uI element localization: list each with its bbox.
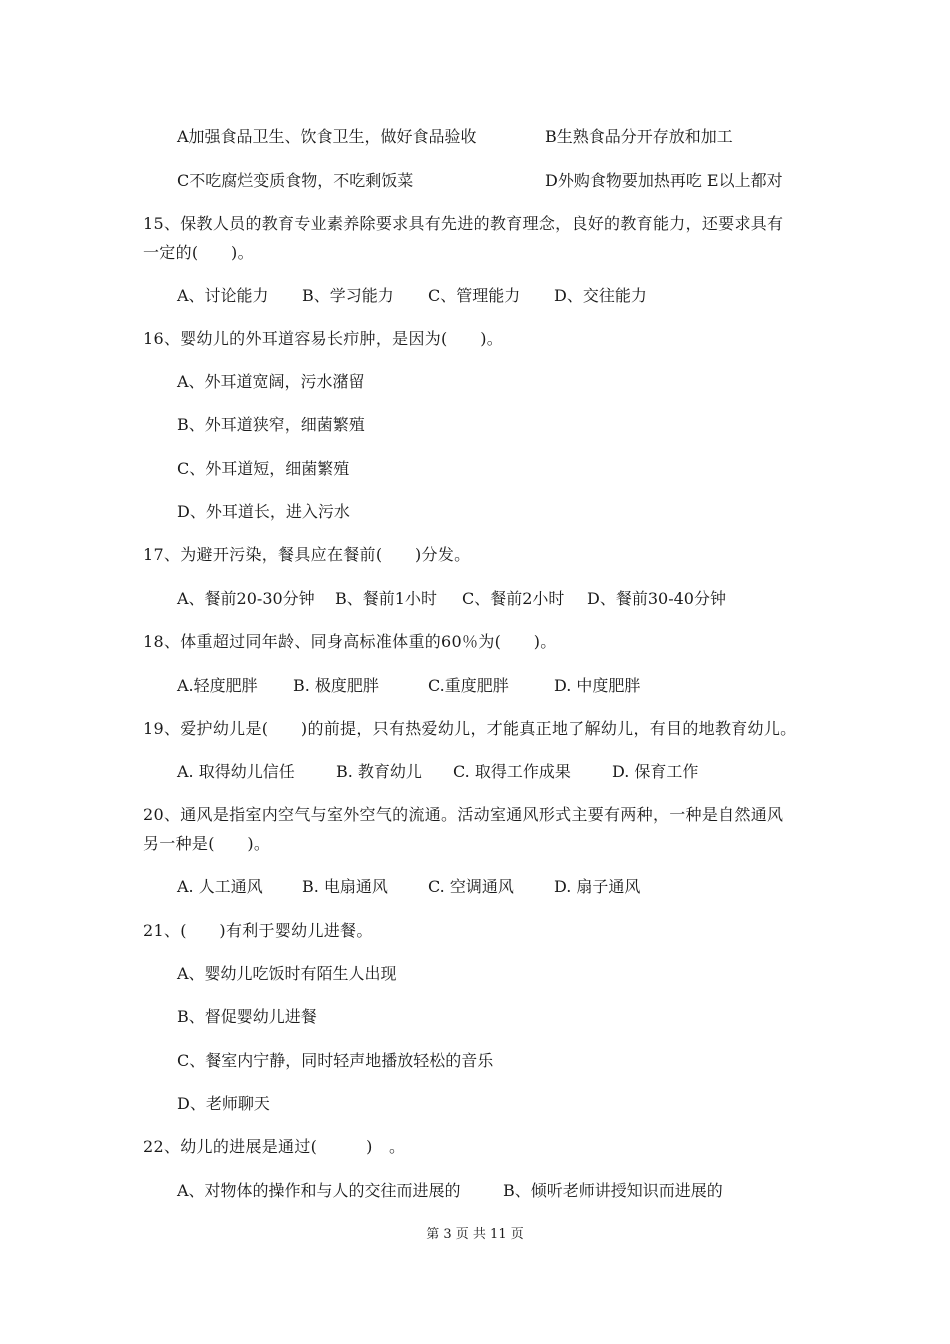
q17-option-b: B、餐前1小时 <box>335 589 437 608</box>
q15-option-d: D、交往能力 <box>554 286 647 305</box>
q18-option-a: A.轻度肥胖 <box>177 676 258 695</box>
q21-option-d: D、老师聊天 <box>177 1094 270 1113</box>
q20-option-d: D. 扇子通风 <box>554 877 641 896</box>
q20-option-c: C. 空调通风 <box>428 877 514 896</box>
q18-option-b: B. 极度肥胖 <box>293 676 379 695</box>
q15-option-b: B、学习能力 <box>302 286 394 305</box>
q18-option-c: C.重度肥胖 <box>428 676 509 695</box>
q15-stem-line2: 一定的( )。 <box>143 243 254 262</box>
q19-option-b: B. 教育幼儿 <box>336 762 422 781</box>
q21-option-b: B、督促婴幼儿进餐 <box>177 1007 317 1026</box>
q20-option-b: B. 电扇通风 <box>302 877 388 896</box>
q18-stem: 18、体重超过同年龄、同身高标准体重的60％为( )。 <box>143 632 557 651</box>
q15-option-a: A、讨论能力 <box>177 286 269 305</box>
q14-option-d: D外购食物要加热再吃 E以上都对 <box>545 171 783 190</box>
q16-option-c: C、外耳道短，细菌繁殖 <box>177 459 350 478</box>
q16-stem: 16、婴幼儿的外耳道容易长疖肿，是因为( )。 <box>143 329 504 348</box>
q18-option-d: D. 中度肥胖 <box>554 676 641 695</box>
q20-option-a: A. 人工通风 <box>177 877 263 896</box>
q15-option-c: C、管理能力 <box>428 286 521 305</box>
q16-option-a: A、外耳道宽阔，污水潴留 <box>177 372 365 391</box>
q19-stem: 19、爱护幼儿是( )的前提，只有热爱幼儿，才能真正地了解幼儿，有目的地教育幼儿。 <box>143 719 797 738</box>
q17-option-c: C、餐前2小时 <box>462 589 565 608</box>
q22-stem: 22、幼儿的进展是通过( ) 。 <box>143 1137 406 1156</box>
q20-stem-line1: 20、通风是指室内空气与室外空气的流通。活动室通风形式主要有两种，一种是自然通风 <box>143 805 784 824</box>
q20-stem-line2: 另一种是( )。 <box>143 834 271 853</box>
q19-option-c: C. 取得工作成果 <box>453 762 571 781</box>
q21-option-c: C、餐室内宁静，同时轻声地播放轻松的音乐 <box>177 1051 494 1070</box>
page-footer: 第 3 页 共 11 页 <box>426 1227 524 1242</box>
q19-option-a: A. 取得幼儿信任 <box>177 762 295 781</box>
q16-option-b: B、外耳道狭窄，细菌繁殖 <box>177 415 365 434</box>
q17-stem: 17、为避开污染，餐具应在餐前( )分发。 <box>143 545 471 564</box>
q19-option-d: D. 保育工作 <box>612 762 699 781</box>
q14-option-b: B生熟食品分开存放和加工 <box>545 127 733 146</box>
q22-option-b: B、倾听老师讲授知识而进展的 <box>503 1181 723 1200</box>
q14-option-a: A加强食品卫生、饮食卫生，做好食品验收 <box>177 127 477 146</box>
q15-stem-line1: 15、保教人员的教育专业素养除要求具有先进的教育理念，良好的教育能力，还要求具有 <box>143 214 784 233</box>
q14-option-c: C不吃腐烂变质食物，不吃剩饭菜 <box>177 171 414 190</box>
q21-option-a: A、婴幼儿吃饭时有陌生人出现 <box>177 964 397 983</box>
q21-stem: 21、( )有利于婴幼儿进餐。 <box>143 921 373 940</box>
q17-option-d: D、餐前30-40分钟 <box>587 589 726 608</box>
q17-option-a: A、餐前20-30分钟 <box>177 589 315 608</box>
q22-option-a: A、对物体的操作和与人的交往而进展的 <box>177 1181 461 1200</box>
q16-option-d: D、外耳道长，进入污水 <box>177 502 350 521</box>
